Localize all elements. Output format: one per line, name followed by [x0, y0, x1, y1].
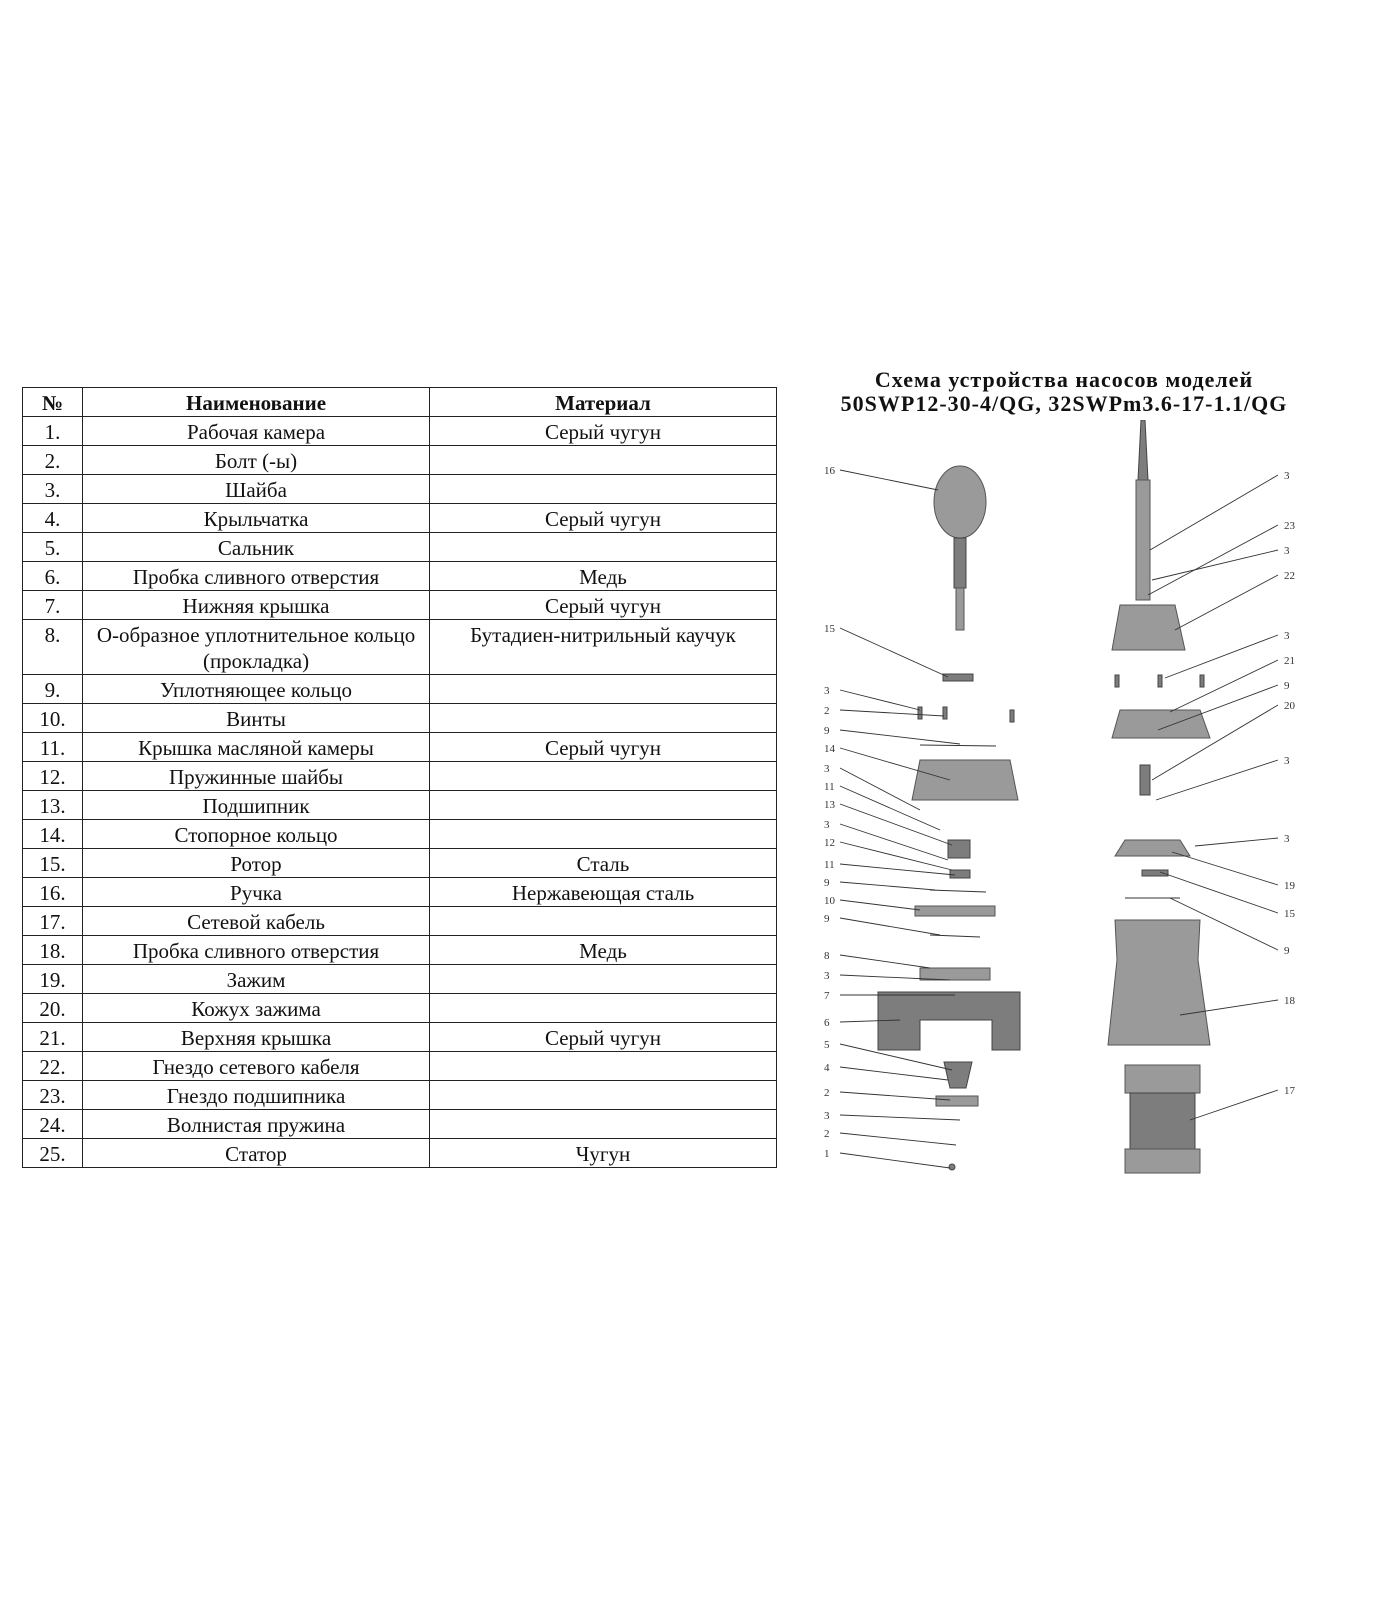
- callout-label: 5: [824, 1039, 830, 1051]
- callout-leader-line: [1195, 838, 1278, 846]
- table-row: [23, 907, 777, 936]
- cell-number: 18.: [23, 936, 83, 965]
- table-row: [23, 591, 777, 620]
- table-row: [23, 965, 777, 994]
- cell-number: 6.: [23, 562, 83, 591]
- callout-label: 12: [824, 837, 835, 849]
- cell-number: 11.: [23, 733, 83, 762]
- callout-leader-line: [840, 1115, 960, 1120]
- callout-label: 9: [824, 725, 830, 737]
- cell-material: Медь: [430, 562, 777, 591]
- cell-material: [430, 965, 777, 994]
- callout-label: 21: [1284, 655, 1295, 667]
- cell-number: 20.: [23, 994, 83, 1023]
- table-row: [23, 475, 777, 504]
- callout-label: 1: [824, 1148, 830, 1160]
- table-row: [23, 446, 777, 475]
- cell-number: 7.: [23, 591, 83, 620]
- table-row: [23, 936, 777, 965]
- cell-material: [430, 791, 777, 820]
- callout-label: 3: [824, 970, 830, 982]
- cell-name: Гнездо сетевого кабеля: [83, 1052, 430, 1081]
- callout-leader-line: [840, 864, 955, 875]
- cell-material: [430, 446, 777, 475]
- callout-label: 2: [824, 1087, 830, 1099]
- callout-leader-line: [1148, 525, 1278, 595]
- table-row: [23, 533, 777, 562]
- callout-label: 13: [824, 799, 835, 811]
- cell-number: 8.: [23, 620, 83, 675]
- stator-part: [1125, 1065, 1200, 1173]
- cell-material: [430, 533, 777, 562]
- snap-ring-part: [950, 870, 970, 878]
- cell-name: Нижняя крышка: [83, 591, 430, 620]
- callout-label: 8: [824, 950, 830, 962]
- cell-name: Шайба: [83, 475, 430, 504]
- washer-part: [936, 1096, 978, 1106]
- callout-label: 2: [824, 1128, 830, 1140]
- header-material: Материал: [430, 388, 777, 417]
- callout-leader-line: [1158, 685, 1278, 730]
- table-row: [23, 417, 777, 446]
- table-row: [23, 504, 777, 533]
- table-row: [23, 994, 777, 1023]
- callout-leader-line: [840, 955, 930, 968]
- table-row: [23, 620, 777, 675]
- screw-row-top: [918, 707, 1014, 722]
- seal-ring-part: [920, 745, 996, 746]
- cell-number: 9.: [23, 675, 83, 704]
- cell-material: Чугун: [430, 1139, 777, 1168]
- callout-label: 3: [1284, 630, 1290, 642]
- callout-label: 9: [824, 877, 830, 889]
- callout-leader-line: [1172, 852, 1278, 885]
- cell-name: Крыльчатка: [83, 504, 430, 533]
- table-row: [23, 1052, 777, 1081]
- cell-material: [430, 820, 777, 849]
- table-header-row: [23, 388, 777, 417]
- callout-leader-line: [1190, 1090, 1278, 1120]
- table-row: [23, 1081, 777, 1110]
- callout-label: 22: [1284, 570, 1295, 582]
- o-ring-part: [930, 935, 980, 937]
- callout-leader-line: [840, 628, 948, 677]
- callout-label: 23: [1284, 520, 1295, 532]
- diagram-title-line-2: 50SWP12-30-4/QG, 32SWPm3.6-17-1.1/QG: [840, 391, 1288, 416]
- cell-name: О-образное уплотнительное кольцо (прокладка): [83, 620, 430, 675]
- callout-leader-line: [840, 730, 960, 744]
- cell-number: 14.: [23, 820, 83, 849]
- cell-number: 24.: [23, 1110, 83, 1139]
- callout-leader-line: [840, 1067, 948, 1080]
- diagram-title-line-1: Схема устройства насосов моделей: [874, 367, 1254, 392]
- cell-name: Верхняя крышка: [83, 1023, 430, 1052]
- callout-leader-line: [840, 1092, 950, 1100]
- parts-table: [22, 387, 777, 1168]
- cell-name: Подшипник: [83, 791, 430, 820]
- cell-name: Кожух зажима: [83, 994, 430, 1023]
- cell-name: Пробка сливного отверстия: [83, 936, 430, 965]
- cell-material: [430, 1110, 777, 1139]
- clamp-cover-part: [1140, 765, 1150, 795]
- cell-name: Винты: [83, 704, 430, 733]
- upper-cover-part: [1112, 710, 1210, 738]
- gasket-part: [930, 890, 986, 892]
- cell-name: Пружинные шайбы: [83, 762, 430, 791]
- table-row: [23, 562, 777, 591]
- callout-label: 17: [1284, 1085, 1295, 1097]
- callout-leader-line: [840, 900, 920, 910]
- shaft-part: [1136, 420, 1150, 600]
- callout-label: 7: [824, 990, 830, 1002]
- cell-material: [430, 1052, 777, 1081]
- cell-name: Гнездо подшипника: [83, 1081, 430, 1110]
- cell-name: Стопорное кольцо: [83, 820, 430, 849]
- callout-leader-line: [840, 824, 948, 860]
- cell-number: 4.: [23, 504, 83, 533]
- lower-cover-plate-part: [915, 906, 995, 916]
- cell-name: Сетевой кабель: [83, 907, 430, 936]
- rotor-part: [934, 466, 986, 630]
- table-row: [23, 849, 777, 878]
- callout-leader-line: [1160, 872, 1278, 913]
- callout-leader-line: [840, 1153, 950, 1168]
- callout-label: 9: [824, 913, 830, 925]
- table-row: [23, 762, 777, 791]
- header-name: Наименование: [83, 388, 430, 417]
- cell-name: Болт (-ы): [83, 446, 430, 475]
- bearing-part: [948, 840, 970, 858]
- cell-number: 16.: [23, 878, 83, 907]
- cell-name: Пробка сливного отверстия: [83, 562, 430, 591]
- callout-leader-line: [840, 690, 920, 710]
- cell-material: [430, 907, 777, 936]
- parts-table-body: [23, 417, 777, 1168]
- callout-leader-line: [1152, 550, 1278, 580]
- table-row: [23, 675, 777, 704]
- table-row: [23, 791, 777, 820]
- callout-label: 16: [824, 465, 835, 477]
- cell-material: [430, 994, 777, 1023]
- housing-part: [1108, 920, 1210, 1045]
- cell-name: Уплотняющее кольцо: [83, 675, 430, 704]
- callout-label: 18: [1284, 995, 1295, 1007]
- cell-material: Сталь: [430, 849, 777, 878]
- cell-number: 3.: [23, 475, 83, 504]
- cell-material: [430, 762, 777, 791]
- callout-label: 3: [1284, 755, 1290, 767]
- callout-leader-line: [840, 470, 938, 490]
- cell-number: 22.: [23, 1052, 83, 1081]
- callout-label: 3: [1284, 470, 1290, 482]
- cell-material: [430, 704, 777, 733]
- cell-material: Серый чугун: [430, 591, 777, 620]
- cell-number: 2.: [23, 446, 83, 475]
- callout-label: 19: [1284, 880, 1295, 892]
- impeller-part: [944, 1062, 972, 1088]
- cell-name: Крышка масляной камеры: [83, 733, 430, 762]
- cell-number: 15.: [23, 849, 83, 878]
- cell-material: Серый чугун: [430, 417, 777, 446]
- callout-leader-line: [1175, 575, 1278, 630]
- cell-material: Медь: [430, 936, 777, 965]
- callout-label: 11: [824, 781, 835, 793]
- callout-label: 3: [824, 819, 830, 831]
- callout-leader-line: [840, 710, 944, 716]
- cell-name: Ротор: [83, 849, 430, 878]
- callout-label: 10: [824, 895, 835, 907]
- table-row: [23, 733, 777, 762]
- cell-number: 10.: [23, 704, 83, 733]
- cell-name: Рабочая камера: [83, 417, 430, 446]
- cell-material: Нержавеющая сталь: [430, 878, 777, 907]
- table-row: [23, 820, 777, 849]
- table-row: [23, 878, 777, 907]
- working-chamber-part: [878, 992, 1020, 1050]
- callout-label: 4: [824, 1062, 830, 1074]
- cell-material: Серый чугун: [430, 733, 777, 762]
- oil-chamber-cover-part: [912, 760, 1018, 800]
- diagram-title: [778, 368, 1350, 416]
- callout-label: 3: [824, 685, 830, 697]
- callout-label: 3: [1284, 833, 1290, 845]
- cell-material: Серый чугун: [430, 504, 777, 533]
- callout-leader-line: [840, 882, 935, 890]
- cell-material: Бутадиен-нитрильный каучук: [430, 620, 777, 675]
- ring-part: [943, 674, 973, 681]
- callout-label: 2: [824, 705, 830, 717]
- cell-number: 5.: [23, 533, 83, 562]
- cell-material: [430, 1081, 777, 1110]
- cell-number: 17.: [23, 907, 83, 936]
- table-row: [23, 1110, 777, 1139]
- callout-label: 11: [824, 859, 835, 871]
- cell-name: Статор: [83, 1139, 430, 1168]
- cell-material: [430, 675, 777, 704]
- callout-label: 15: [824, 623, 835, 635]
- callout-label: 14: [824, 743, 835, 755]
- left-callouts: [824, 465, 960, 1168]
- callout-label: 6: [824, 1017, 830, 1029]
- cable-socket-part: [1112, 605, 1185, 650]
- callout-leader-line: [840, 918, 940, 935]
- callout-label: 15: [1284, 908, 1295, 920]
- cell-name: Ручка: [83, 878, 430, 907]
- header-number: №: [23, 388, 83, 417]
- lower-cover-part: [920, 968, 990, 980]
- cell-material: [430, 475, 777, 504]
- cell-number: 25.: [23, 1139, 83, 1168]
- cell-name: Сальник: [83, 533, 430, 562]
- cell-number: 13.: [23, 791, 83, 820]
- callout-leader-line: [1150, 475, 1278, 550]
- cell-name: Волнистая пружина: [83, 1110, 430, 1139]
- callout-leader-line: [1156, 760, 1278, 800]
- exploded-pump-diagram: [780, 420, 1340, 1200]
- callout-label: 3: [824, 1110, 830, 1122]
- table-row: [23, 704, 777, 733]
- table-row: [23, 1023, 777, 1052]
- cell-number: 12.: [23, 762, 83, 791]
- cell-name: Зажим: [83, 965, 430, 994]
- callout-label: 3: [1284, 545, 1290, 557]
- bolt-part: [949, 1164, 955, 1170]
- clamp-part: [1115, 840, 1190, 856]
- callout-label: 9: [1284, 945, 1290, 957]
- cell-number: 23.: [23, 1081, 83, 1110]
- screw-row-right: [1115, 675, 1204, 687]
- callout-leader-line: [1170, 660, 1278, 712]
- table-row: [23, 1139, 777, 1168]
- cell-material: Серый чугун: [430, 1023, 777, 1052]
- callout-leader-line: [840, 1133, 956, 1145]
- cell-number: 21.: [23, 1023, 83, 1052]
- cell-number: 1.: [23, 417, 83, 446]
- cell-number: 19.: [23, 965, 83, 994]
- callout-label: 9: [1284, 680, 1290, 692]
- callout-label: 3: [824, 763, 830, 775]
- callout-label: 20: [1284, 700, 1295, 712]
